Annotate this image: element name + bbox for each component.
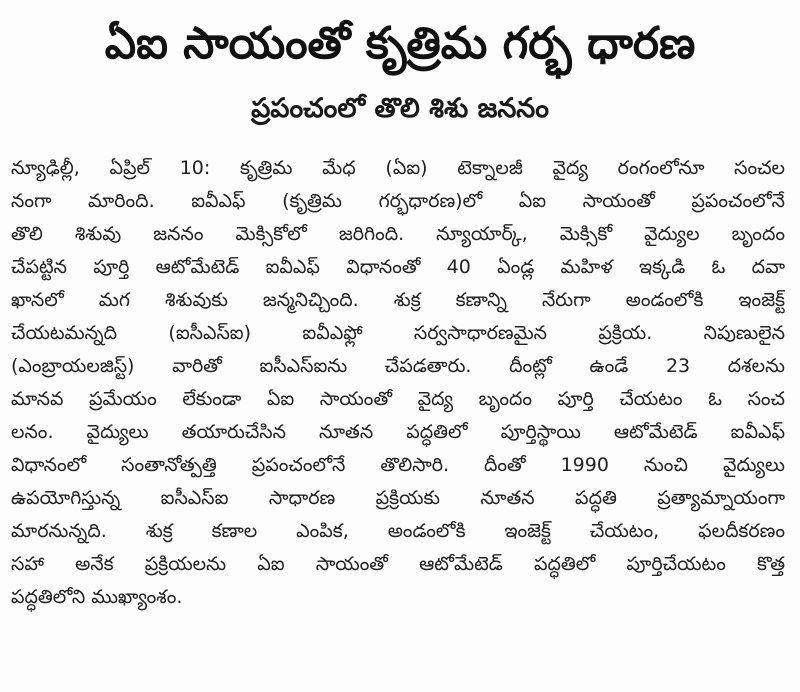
body-line: తొలి శిశువు జననం మెక్సికోలో జరిగింది. న్యూయార్క్, మెక్సికో వైద్యుల బృందం [11, 223, 785, 245]
body-line: ఖానలో మగ శిశువుకు జన్మనిచ్చింది. శుక్ర కణాన్ని నేరుగా అండంలోకి ఇంజెక్ట్ [11, 289, 785, 311]
body-line: (ఎంబ్రాయలజిస్ట్) వారితో ఐసీఎస్ఐను చేపడతారు. దీంట్లో ఉండే 23 దశలను [11, 355, 785, 377]
body-line: చేయటమన్నది (ఐసీఎస్ఐ) ఐవీఎఫ్లో సర్వసాధారణమైన ప్రక్రియ. నిపుణులైన [11, 322, 785, 344]
subheadline: ప్రపంచంలో తొలి శిశు జననం [251, 93, 549, 124]
body-line: లనం. వైద్యులు తయారుచేసిన నూతన పద్ధతిలో పూర్తిస్థాయి ఆటోమేటెడ్ ఐవీఎఫ్ [11, 421, 785, 443]
body-line: ఉపయోగిస్తున్న ఐసీఎస్ఐ సాధారణ ప్రక్రియకు నూతన పద్ధతి ప్రత్యామ్నాయంగా [11, 487, 785, 509]
body-line: చేపట్టిన పూర్తి ఆటోమేటెడ్ ఐవీఎఫ్ విధానంతో 40 ఏండ్ల మహిళ ఇక్కడి ఓ దవా [11, 256, 785, 278]
body-line: మానవ ప్రమేయం లేకుండా ఏఐ సాయంతో వైద్య బృందం పూర్తి చేయటం ఓ సంచ [11, 388, 785, 410]
body-line: సహా అనేక ప్రక్రియలను ఏఐ సాయంతో ఆటోమేటెడ్ పద్ధతిలో పూర్తిచేయటం కొత్త [11, 553, 785, 575]
body-line: నంగా మారింది. ఐవీఎఫ్ (కృత్రిమ గర్భధారణ)లో ఏఐ సాయంతో ప్రపంచంలోనే [11, 190, 785, 212]
article-body [11, 152, 785, 614]
body-line: న్యూఢిల్లీ, ఏప్రిల్ 10: కృత్రిమ మేధ (ఏఐ) టెక్నాలజీ వైద్య రంగంలోనూ సంచల [11, 157, 785, 179]
body-line: మారనున్నది. శుక్ర కణాల ఎంపిక, అండంలోకి ఇంజెక్ట్ చేయటం, ఫలదీకరణం [11, 520, 785, 542]
body-line: పద్ధతిలోని ముఖ్యాంశం. [11, 586, 183, 608]
body-line: విధానంలో సంతానోత్పత్తి ప్రపంచంలోనే తొలిసారి. దీంతో 1990 నుంచి వైద్యులు [11, 454, 785, 476]
headline: ఏఐ సాయంతో కృత్రిమ గర్భ ధారణ [104, 18, 696, 69]
